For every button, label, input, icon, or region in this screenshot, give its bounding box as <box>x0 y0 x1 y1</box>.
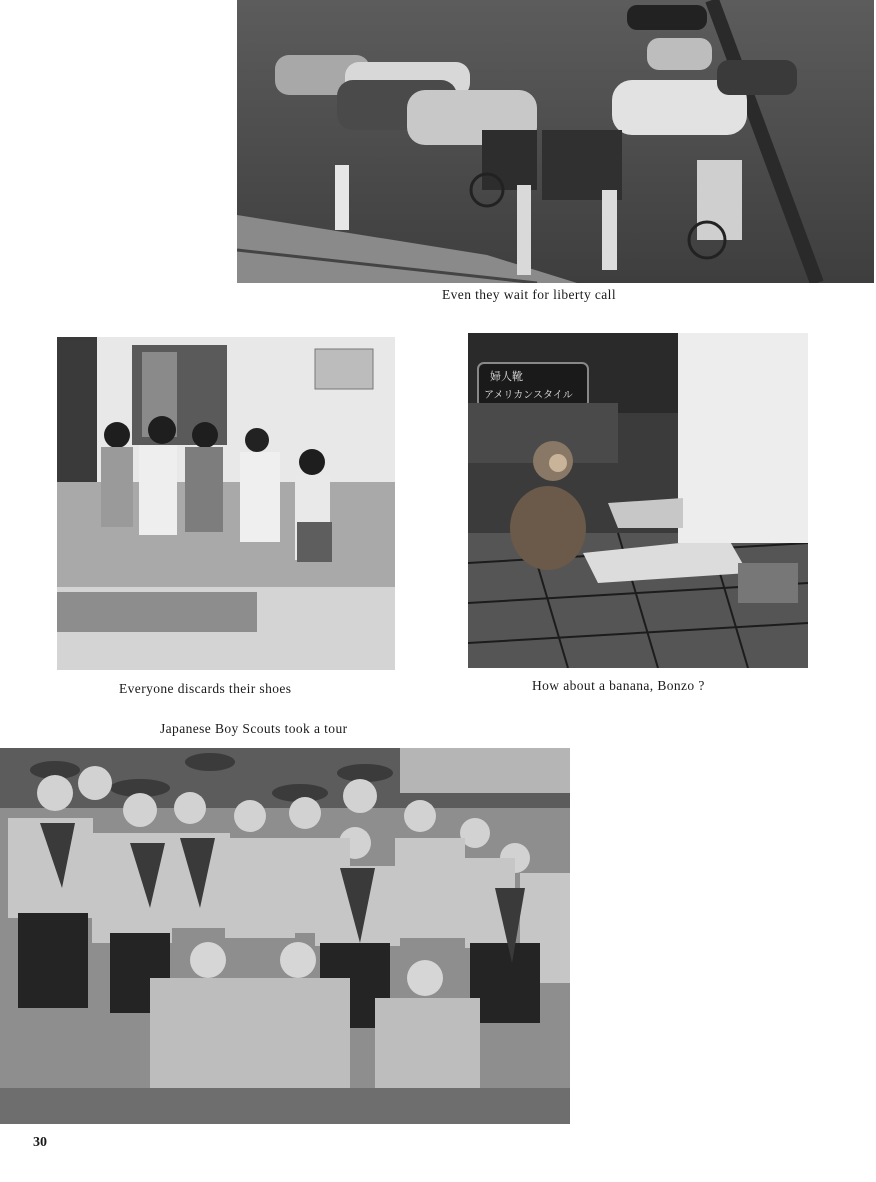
page-number: 30 <box>33 1135 47 1150</box>
caption-children-wall: Everyone discards their shoes <box>119 681 292 696</box>
photo-boy-scouts <box>0 748 570 1124</box>
caption-monkey: How about a banana, Bonzo ? <box>532 678 705 693</box>
sign-line1: 婦人靴 <box>490 370 523 383</box>
photo-monkey <box>468 333 808 668</box>
caption-parking-lot: Even they wait for liberty call <box>442 287 616 302</box>
photo-parking-lot <box>237 0 874 283</box>
caption-scouts: Japanese Boy Scouts took a tour <box>160 721 348 736</box>
sign-line2: アメリカンスタイル <box>484 390 573 401</box>
photo-children-wall <box>57 337 395 670</box>
